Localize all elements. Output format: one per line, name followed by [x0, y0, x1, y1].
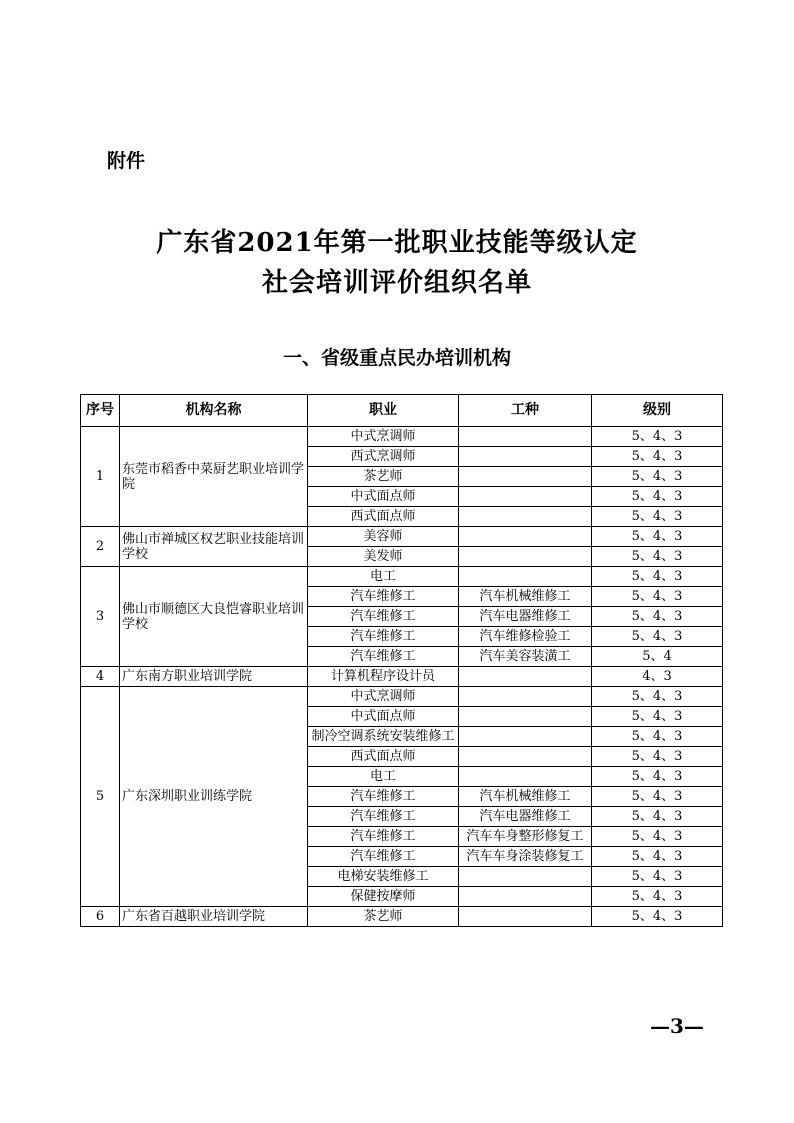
row-level: 5、4、3 — [592, 687, 723, 707]
row-level: 5、4、3 — [592, 627, 723, 647]
row-job-type — [459, 667, 592, 687]
row-occupation: 中式烹调师 — [308, 687, 459, 707]
row-seq: 3 — [81, 567, 120, 667]
table-row — [81, 667, 723, 687]
row-job-type: 汽车维修检验工 — [459, 627, 592, 647]
document-title-line2: 社会培训评价组织名单 — [261, 268, 532, 298]
row-job-type — [459, 527, 592, 547]
row-level: 5、4、3 — [592, 547, 723, 567]
row-job-type: 汽车车身整形修复工 — [459, 827, 592, 847]
row-job-type — [459, 547, 592, 567]
row-occupation: 美发师 — [308, 547, 459, 567]
header-org: 机构名称 — [120, 395, 308, 427]
row-job-type: 汽车机械维修工 — [459, 587, 592, 607]
row-occupation: 汽车维修工 — [308, 787, 459, 807]
row-occupation: 茶艺师 — [308, 907, 459, 927]
table-row — [81, 527, 723, 547]
row-level: 5、4、3 — [592, 527, 723, 547]
row-occupation: 电梯安装维修工 — [308, 867, 459, 887]
row-level: 4、3 — [592, 667, 723, 687]
row-occupation: 茶艺师 — [308, 467, 459, 487]
table-row — [81, 567, 723, 587]
row-level: 5、4、3 — [592, 807, 723, 827]
row-job-type — [459, 707, 592, 727]
row-level: 5、4、3 — [592, 567, 723, 587]
table-row — [81, 907, 723, 927]
row-level: 5、4、3 — [592, 427, 723, 447]
row-seq: 5 — [81, 687, 120, 907]
row-job-type — [459, 447, 592, 467]
document-title-line1: 广东省2021年第一批职业技能等级认定 — [156, 228, 638, 258]
row-occupation: 汽车维修工 — [308, 807, 459, 827]
row-level: 5、4、3 — [592, 907, 723, 927]
row-job-type — [459, 907, 592, 927]
row-job-type — [459, 567, 592, 587]
row-org-name: 佛山市顺德区大良恺睿职业培训学校 — [120, 567, 308, 667]
row-level: 5、4、3 — [592, 887, 723, 907]
row-job-type: 汽车车身涂装修复工 — [459, 847, 592, 867]
table-row — [81, 427, 723, 447]
attachment-label: 附件 — [107, 150, 146, 172]
row-occupation: 电工 — [308, 767, 459, 787]
organization-table — [80, 394, 723, 927]
row-occupation: 汽车维修工 — [308, 587, 459, 607]
row-job-type — [459, 747, 592, 767]
row-occupation: 中式烹调师 — [308, 427, 459, 447]
row-job-type — [459, 887, 592, 907]
row-job-type: 汽车美容装潢工 — [459, 647, 592, 667]
header-seq: 序号 — [81, 395, 120, 427]
row-level: 5、4、3 — [592, 867, 723, 887]
row-job-type — [459, 507, 592, 527]
header-level: 级别 — [592, 395, 723, 427]
row-level: 5、4、3 — [592, 767, 723, 787]
row-occupation: 汽车维修工 — [308, 647, 459, 667]
row-level: 5、4、3 — [592, 507, 723, 527]
row-level: 5、4、3 — [592, 827, 723, 847]
row-seq: 6 — [81, 907, 120, 927]
row-occupation: 美容师 — [308, 527, 459, 547]
table-header-row — [81, 395, 723, 427]
row-job-type — [459, 467, 592, 487]
page-number: —3— — [650, 1014, 704, 1038]
row-level: 5、4、3 — [592, 467, 723, 487]
row-level: 5、4、3 — [592, 727, 723, 747]
row-occupation: 汽车维修工 — [308, 607, 459, 627]
header-job-type: 工种 — [459, 395, 592, 427]
row-job-type — [459, 727, 592, 747]
row-job-type — [459, 867, 592, 887]
row-job-type — [459, 487, 592, 507]
row-job-type: 汽车机械维修工 — [459, 787, 592, 807]
row-job-type: 汽车电器维修工 — [459, 807, 592, 827]
row-occupation: 中式面点师 — [308, 707, 459, 727]
row-job-type — [459, 767, 592, 787]
row-level: 5、4、3 — [592, 787, 723, 807]
row-occupation: 西式烹调师 — [308, 447, 459, 467]
row-job-type — [459, 427, 592, 447]
row-seq: 2 — [81, 527, 120, 567]
row-seq: 1 — [81, 427, 120, 527]
row-level: 5、4、3 — [592, 847, 723, 867]
row-level: 5、4、3 — [592, 747, 723, 767]
table-body — [81, 427, 723, 927]
header-occupation: 职业 — [308, 395, 459, 427]
row-org-name: 广东深圳职业训练学院 — [120, 687, 308, 907]
row-occupation: 西式面点师 — [308, 507, 459, 527]
row-level: 5、4、3 — [592, 587, 723, 607]
row-occupation: 汽车维修工 — [308, 627, 459, 647]
row-level: 5、4 — [592, 647, 723, 667]
row-occupation: 汽车维修工 — [308, 827, 459, 847]
row-job-type — [459, 687, 592, 707]
row-level: 5、4、3 — [592, 607, 723, 627]
row-level: 5、4、3 — [592, 707, 723, 727]
row-occupation: 西式面点师 — [308, 747, 459, 767]
row-occupation: 计算机程序设计员 — [308, 667, 459, 687]
row-occupation: 制冷空调系统安装维修工 — [308, 727, 459, 747]
row-level: 5、4、3 — [592, 487, 723, 507]
row-occupation: 保健按摩师 — [308, 887, 459, 907]
row-level: 5、4、3 — [592, 447, 723, 467]
row-org-name: 佛山市禅城区权艺职业技能培训学校 — [120, 527, 308, 567]
row-seq: 4 — [81, 667, 120, 687]
row-occupation: 电工 — [308, 567, 459, 587]
row-org-name: 广东南方职业培训学院 — [120, 667, 308, 687]
row-occupation: 汽车维修工 — [308, 847, 459, 867]
row-occupation: 中式面点师 — [308, 487, 459, 507]
row-org-name: 广东省百越职业培训学院 — [120, 907, 308, 927]
row-org-name: 东莞市稻香中菜厨艺职业培训学院 — [120, 427, 308, 527]
row-job-type: 汽车电器维修工 — [459, 607, 592, 627]
table-row — [81, 687, 723, 707]
section-heading: 一、省级重点民办培训机构 — [282, 347, 511, 369]
